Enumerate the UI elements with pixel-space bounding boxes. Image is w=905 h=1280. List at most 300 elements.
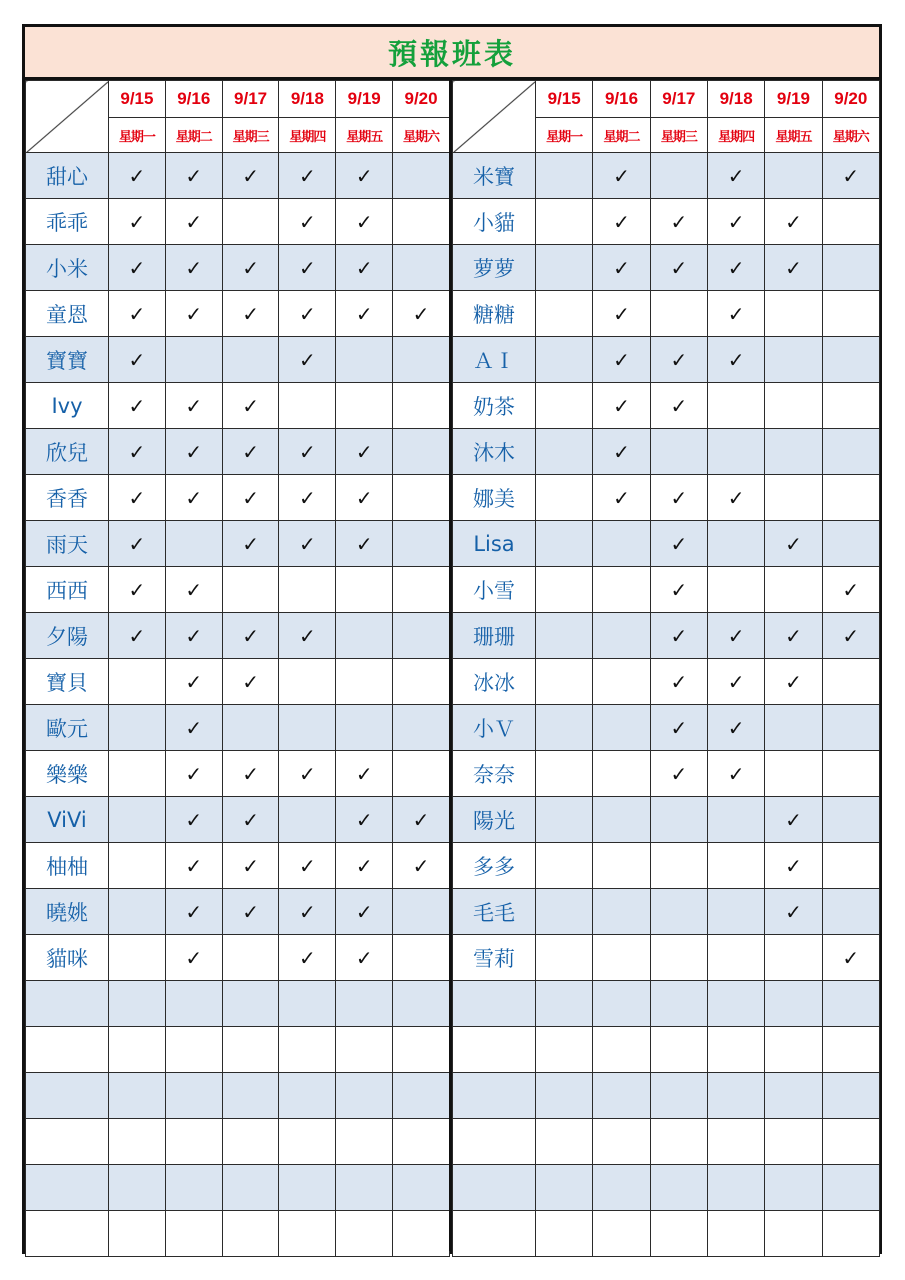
check-mark-icon: ✓ [393, 797, 450, 843]
right-roster-table [452, 80, 880, 1257]
table-row [26, 521, 450, 567]
check-mark-icon: ✓ [336, 153, 393, 199]
empty-day-cell [536, 199, 593, 245]
empty-day-cell [536, 291, 593, 337]
table-row [453, 705, 880, 751]
check-mark-icon: ✓ [593, 153, 650, 199]
date-header-row [26, 81, 450, 118]
staff-name-cell: 糖糖 [453, 291, 536, 337]
check-mark-icon: ✓ [707, 199, 764, 245]
staff-name-cell: 多多 [453, 843, 536, 889]
empty-day-cell [822, 429, 879, 475]
check-mark-icon: ✓ [650, 567, 707, 613]
check-mark-icon: ✓ [109, 429, 166, 475]
check-mark-icon: ✓ [593, 475, 650, 521]
empty-day-cell [336, 1211, 393, 1257]
check-mark-icon: ✓ [165, 245, 222, 291]
check-mark-icon: ✓ [707, 751, 764, 797]
check-mark-icon: ✓ [765, 521, 822, 567]
empty-day-cell [109, 1211, 166, 1257]
empty-day-cell [707, 429, 764, 475]
staff-name-cell: 小雪 [453, 567, 536, 613]
staff-name-cell: 歐元 [26, 705, 109, 751]
title-bar [25, 27, 879, 80]
table-row [26, 613, 450, 659]
empty-day-cell [279, 1119, 336, 1165]
date-header-row [453, 81, 880, 118]
empty-day-cell [536, 889, 593, 935]
empty-day-cell [536, 1073, 593, 1119]
empty-day-cell [650, 889, 707, 935]
empty-day-cell [222, 337, 279, 383]
empty-day-cell [765, 981, 822, 1027]
check-mark-icon: ✓ [165, 475, 222, 521]
check-mark-icon: ✓ [165, 429, 222, 475]
staff-name-cell [453, 1119, 536, 1165]
table-row [26, 1165, 450, 1211]
table-row [26, 1211, 450, 1257]
table-row [26, 1073, 450, 1119]
empty-day-cell [393, 475, 450, 521]
empty-day-cell [165, 1073, 222, 1119]
staff-name-cell [453, 1027, 536, 1073]
staff-name-cell: 米寶 [453, 153, 536, 199]
page-title: 預報班表 [387, 36, 516, 71]
check-mark-icon: ✓ [222, 153, 279, 199]
table-row [26, 153, 450, 199]
table-row [453, 429, 880, 475]
empty-day-cell [279, 797, 336, 843]
weekday-header: 星期四 [279, 118, 336, 153]
table-row [26, 935, 450, 981]
date-header: 9/16 [165, 81, 222, 118]
check-mark-icon: ✓ [165, 153, 222, 199]
empty-day-cell [650, 1027, 707, 1073]
left-roster-panel [25, 80, 449, 1251]
empty-day-cell [336, 981, 393, 1027]
date-header: 9/19 [765, 81, 822, 118]
staff-name-cell: 雨天 [26, 521, 109, 567]
check-mark-icon: ✓ [165, 613, 222, 659]
check-mark-icon: ✓ [336, 199, 393, 245]
empty-day-cell [109, 1119, 166, 1165]
date-header: 9/20 [822, 81, 879, 118]
empty-day-cell [650, 981, 707, 1027]
table-row [26, 705, 450, 751]
empty-day-cell [707, 935, 764, 981]
check-mark-icon: ✓ [279, 245, 336, 291]
empty-day-cell [707, 1119, 764, 1165]
empty-day-cell [109, 1165, 166, 1211]
empty-day-cell [336, 705, 393, 751]
weekday-header: 星期六 [393, 118, 450, 153]
check-mark-icon: ✓ [279, 337, 336, 383]
empty-day-cell [822, 1165, 879, 1211]
table-row [453, 1211, 880, 1257]
empty-day-cell [822, 1211, 879, 1257]
table-row [26, 659, 450, 705]
check-mark-icon: ✓ [165, 797, 222, 843]
check-mark-icon: ✓ [822, 613, 879, 659]
weekday-header: 星期四 [707, 118, 764, 153]
empty-day-cell [336, 1027, 393, 1073]
empty-day-cell [336, 1073, 393, 1119]
check-mark-icon: ✓ [822, 567, 879, 613]
table-row [453, 567, 880, 613]
date-header: 9/17 [222, 81, 279, 118]
empty-day-cell [536, 337, 593, 383]
check-mark-icon: ✓ [593, 245, 650, 291]
empty-day-cell [593, 521, 650, 567]
date-header: 9/15 [109, 81, 166, 118]
staff-name-cell: 小Ｖ [453, 705, 536, 751]
empty-day-cell [222, 1027, 279, 1073]
empty-day-cell [109, 1027, 166, 1073]
check-mark-icon: ✓ [336, 889, 393, 935]
empty-day-cell [822, 981, 879, 1027]
weekday-header: 星期三 [650, 118, 707, 153]
staff-name-cell [26, 1073, 109, 1119]
table-row [26, 245, 450, 291]
empty-day-cell [765, 1119, 822, 1165]
empty-day-cell [393, 1027, 450, 1073]
empty-day-cell [822, 797, 879, 843]
check-mark-icon: ✓ [222, 797, 279, 843]
table-row [26, 751, 450, 797]
staff-name-cell [26, 1119, 109, 1165]
table-row [26, 843, 450, 889]
staff-name-cell: 小貓 [453, 199, 536, 245]
empty-day-cell [393, 1119, 450, 1165]
empty-day-cell [593, 1073, 650, 1119]
empty-day-cell [593, 981, 650, 1027]
check-mark-icon: ✓ [336, 843, 393, 889]
empty-day-cell [393, 337, 450, 383]
staff-name-cell [26, 1165, 109, 1211]
empty-day-cell [393, 1211, 450, 1257]
empty-day-cell [650, 1119, 707, 1165]
staff-name-cell [453, 1073, 536, 1119]
weekday-header: 星期六 [822, 118, 879, 153]
table-row [26, 981, 450, 1027]
check-mark-icon: ✓ [165, 199, 222, 245]
staff-name-cell: 甜心 [26, 153, 109, 199]
empty-day-cell [593, 751, 650, 797]
empty-day-cell [393, 935, 450, 981]
empty-day-cell [336, 613, 393, 659]
empty-day-cell [593, 1119, 650, 1165]
empty-day-cell [393, 705, 450, 751]
check-mark-icon: ✓ [593, 337, 650, 383]
empty-day-cell [822, 1027, 879, 1073]
empty-day-cell [393, 889, 450, 935]
check-mark-icon: ✓ [822, 153, 879, 199]
empty-day-cell [393, 521, 450, 567]
empty-day-cell [765, 337, 822, 383]
check-mark-icon: ✓ [707, 245, 764, 291]
table-row [453, 797, 880, 843]
check-mark-icon: ✓ [222, 889, 279, 935]
weekday-header: 星期二 [593, 118, 650, 153]
empty-day-cell [650, 429, 707, 475]
empty-day-cell [822, 383, 879, 429]
empty-day-cell [279, 1073, 336, 1119]
check-mark-icon: ✓ [165, 659, 222, 705]
empty-day-cell [279, 1027, 336, 1073]
check-mark-icon: ✓ [109, 199, 166, 245]
empty-day-cell [765, 291, 822, 337]
staff-name-cell: 寶寶 [26, 337, 109, 383]
empty-day-cell [707, 797, 764, 843]
check-mark-icon: ✓ [593, 291, 650, 337]
staff-name-cell [26, 981, 109, 1027]
table-row [453, 843, 880, 889]
check-mark-icon: ✓ [765, 797, 822, 843]
empty-day-cell [536, 245, 593, 291]
empty-day-cell [822, 291, 879, 337]
check-mark-icon: ✓ [393, 291, 450, 337]
weekday-header: 星期一 [109, 118, 166, 153]
empty-day-cell [393, 1073, 450, 1119]
diagonal-header-cell [453, 81, 536, 153]
empty-day-cell [279, 1165, 336, 1211]
check-mark-icon: ✓ [109, 521, 166, 567]
empty-day-cell [222, 567, 279, 613]
empty-day-cell [593, 1211, 650, 1257]
check-mark-icon: ✓ [279, 153, 336, 199]
empty-day-cell [536, 1211, 593, 1257]
empty-day-cell [650, 1165, 707, 1211]
check-mark-icon: ✓ [707, 613, 764, 659]
schedule-sheet [22, 24, 882, 1254]
check-mark-icon: ✓ [279, 475, 336, 521]
empty-day-cell [279, 659, 336, 705]
table-row [453, 935, 880, 981]
empty-day-cell [765, 935, 822, 981]
table-row [26, 291, 450, 337]
weekday-header: 星期二 [165, 118, 222, 153]
staff-name-cell: 乖乖 [26, 199, 109, 245]
empty-day-cell [165, 337, 222, 383]
empty-day-cell [109, 843, 166, 889]
weekday-header: 星期五 [336, 118, 393, 153]
empty-day-cell [336, 383, 393, 429]
table-row [453, 383, 880, 429]
check-mark-icon: ✓ [279, 199, 336, 245]
empty-day-cell [650, 1211, 707, 1257]
check-mark-icon: ✓ [279, 429, 336, 475]
empty-day-cell [536, 1165, 593, 1211]
empty-day-cell [536, 797, 593, 843]
check-mark-icon: ✓ [222, 245, 279, 291]
empty-day-cell [393, 751, 450, 797]
check-mark-icon: ✓ [822, 935, 879, 981]
check-mark-icon: ✓ [765, 613, 822, 659]
check-mark-icon: ✓ [165, 935, 222, 981]
empty-day-cell [165, 1119, 222, 1165]
check-mark-icon: ✓ [109, 337, 166, 383]
empty-day-cell [822, 751, 879, 797]
table-row [453, 1119, 880, 1165]
empty-day-cell [536, 613, 593, 659]
empty-day-cell [279, 567, 336, 613]
empty-day-cell [822, 889, 879, 935]
empty-day-cell [822, 659, 879, 705]
empty-day-cell [222, 1073, 279, 1119]
check-mark-icon: ✓ [165, 751, 222, 797]
check-mark-icon: ✓ [165, 705, 222, 751]
table-row [453, 337, 880, 383]
table-row [453, 245, 880, 291]
empty-day-cell [765, 1073, 822, 1119]
check-mark-icon: ✓ [222, 429, 279, 475]
diagonal-header-cell [26, 81, 109, 153]
empty-day-cell [165, 521, 222, 567]
empty-day-cell [536, 751, 593, 797]
empty-day-cell [393, 981, 450, 1027]
empty-day-cell [109, 659, 166, 705]
empty-day-cell [536, 935, 593, 981]
staff-name-cell: 奶茶 [453, 383, 536, 429]
empty-day-cell [707, 567, 764, 613]
check-mark-icon: ✓ [393, 843, 450, 889]
table-row [26, 199, 450, 245]
empty-day-cell [707, 981, 764, 1027]
empty-day-cell [765, 475, 822, 521]
date-header: 9/16 [593, 81, 650, 118]
check-mark-icon: ✓ [222, 613, 279, 659]
check-mark-icon: ✓ [279, 521, 336, 567]
empty-day-cell [393, 245, 450, 291]
empty-day-cell [765, 567, 822, 613]
table-row [26, 797, 450, 843]
empty-day-cell [593, 889, 650, 935]
table-row [26, 1027, 450, 1073]
staff-name-cell: 童恩 [26, 291, 109, 337]
empty-day-cell [109, 751, 166, 797]
empty-day-cell [650, 797, 707, 843]
check-mark-icon: ✓ [222, 521, 279, 567]
right-roster-body [453, 153, 880, 1257]
empty-day-cell [165, 1165, 222, 1211]
empty-day-cell [536, 383, 593, 429]
check-mark-icon: ✓ [279, 935, 336, 981]
empty-day-cell [650, 843, 707, 889]
empty-day-cell [765, 1027, 822, 1073]
empty-day-cell [536, 153, 593, 199]
empty-day-cell [393, 1165, 450, 1211]
empty-day-cell [822, 1119, 879, 1165]
empty-day-cell [393, 383, 450, 429]
table-row [453, 751, 880, 797]
empty-day-cell [822, 475, 879, 521]
date-header: 9/20 [393, 81, 450, 118]
check-mark-icon: ✓ [279, 291, 336, 337]
empty-day-cell [109, 981, 166, 1027]
staff-name-cell: 香香 [26, 475, 109, 521]
check-mark-icon: ✓ [650, 613, 707, 659]
empty-day-cell [593, 1027, 650, 1073]
staff-name-cell: 貓咪 [26, 935, 109, 981]
empty-day-cell [765, 751, 822, 797]
check-mark-icon: ✓ [707, 705, 764, 751]
empty-day-cell [593, 797, 650, 843]
check-mark-icon: ✓ [765, 199, 822, 245]
check-mark-icon: ✓ [593, 199, 650, 245]
empty-day-cell [593, 843, 650, 889]
empty-day-cell [279, 1211, 336, 1257]
check-mark-icon: ✓ [336, 521, 393, 567]
empty-day-cell [336, 1165, 393, 1211]
empty-day-cell [822, 1073, 879, 1119]
empty-day-cell [536, 843, 593, 889]
empty-day-cell [279, 705, 336, 751]
empty-day-cell [336, 1119, 393, 1165]
check-mark-icon: ✓ [650, 751, 707, 797]
date-header: 9/19 [336, 81, 393, 118]
check-mark-icon: ✓ [279, 751, 336, 797]
empty-day-cell [222, 705, 279, 751]
empty-day-cell [336, 337, 393, 383]
check-mark-icon: ✓ [707, 475, 764, 521]
check-mark-icon: ✓ [222, 751, 279, 797]
empty-day-cell [650, 935, 707, 981]
staff-name-cell: 冰冰 [453, 659, 536, 705]
table-row [453, 1073, 880, 1119]
empty-day-cell [109, 797, 166, 843]
check-mark-icon: ✓ [765, 843, 822, 889]
check-mark-icon: ✓ [109, 153, 166, 199]
date-header: 9/18 [279, 81, 336, 118]
empty-day-cell [765, 705, 822, 751]
empty-day-cell [765, 1211, 822, 1257]
empty-day-cell [336, 567, 393, 613]
check-mark-icon: ✓ [707, 291, 764, 337]
empty-day-cell [279, 383, 336, 429]
check-mark-icon: ✓ [707, 153, 764, 199]
check-mark-icon: ✓ [165, 383, 222, 429]
check-mark-icon: ✓ [109, 567, 166, 613]
check-mark-icon: ✓ [279, 613, 336, 659]
check-mark-icon: ✓ [650, 521, 707, 567]
staff-name-cell: 欣兒 [26, 429, 109, 475]
check-mark-icon: ✓ [593, 429, 650, 475]
table-row [453, 1165, 880, 1211]
check-mark-icon: ✓ [765, 245, 822, 291]
empty-day-cell [707, 843, 764, 889]
weekday-header: 星期五 [765, 118, 822, 153]
left-roster-table [25, 80, 450, 1257]
check-mark-icon: ✓ [336, 751, 393, 797]
empty-day-cell [536, 705, 593, 751]
check-mark-icon: ✓ [765, 659, 822, 705]
empty-day-cell [222, 199, 279, 245]
staff-name-cell: 沐木 [453, 429, 536, 475]
staff-name-cell: 毛毛 [453, 889, 536, 935]
staff-name-cell: 珊珊 [453, 613, 536, 659]
check-mark-icon: ✓ [650, 199, 707, 245]
table-row [453, 199, 880, 245]
empty-day-cell [222, 1211, 279, 1257]
staff-name-cell [26, 1211, 109, 1257]
check-mark-icon: ✓ [109, 291, 166, 337]
check-mark-icon: ✓ [650, 659, 707, 705]
check-mark-icon: ✓ [109, 383, 166, 429]
staff-name-cell: 西西 [26, 567, 109, 613]
check-mark-icon: ✓ [707, 337, 764, 383]
table-row [26, 889, 450, 935]
table-row [26, 567, 450, 613]
